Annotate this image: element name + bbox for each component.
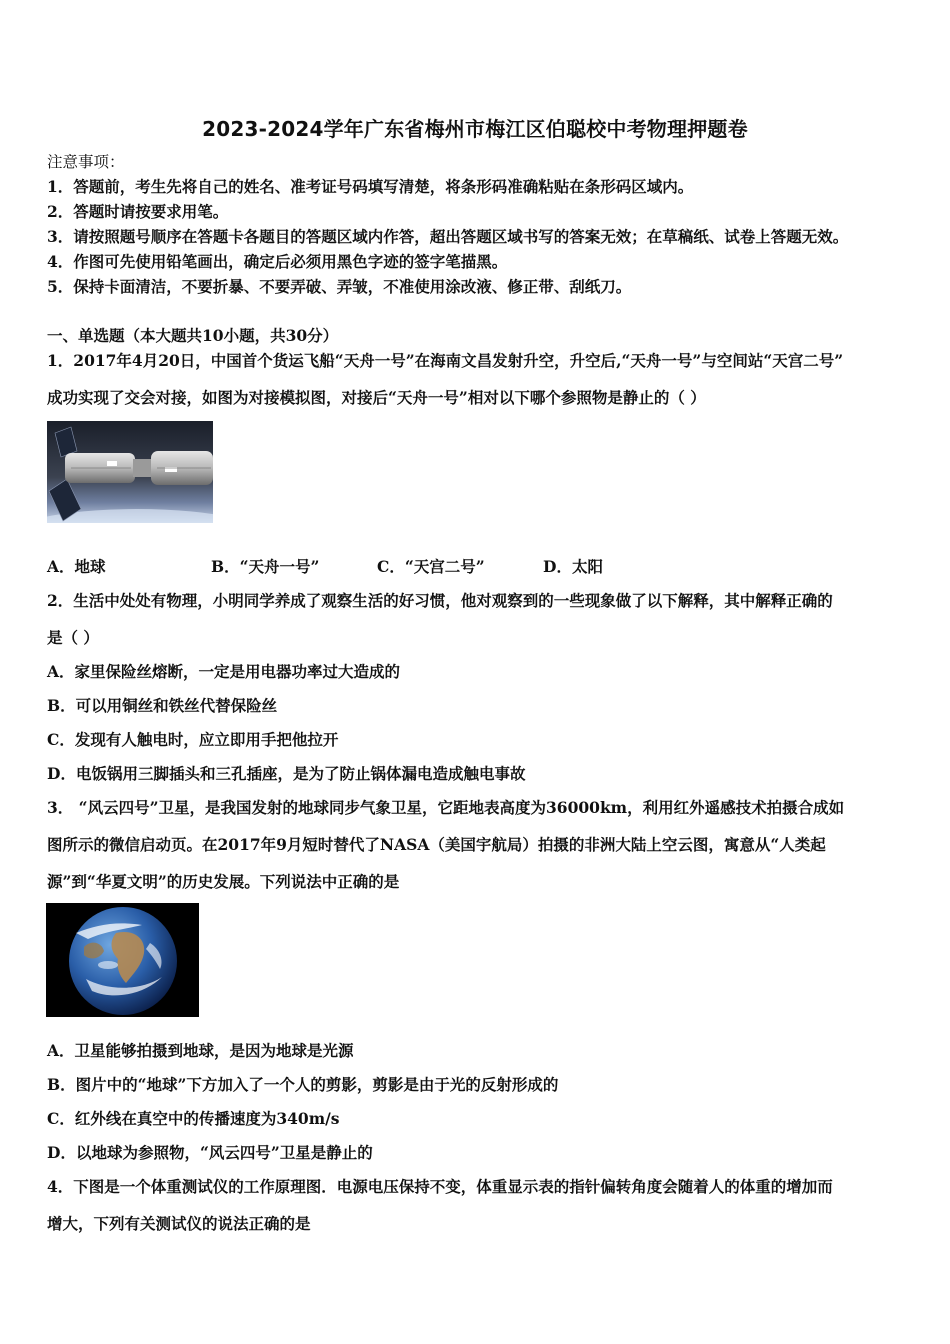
exam-title: 2023-2024学年广东省梅州市梅江区伯聪校中考物理押题卷 xyxy=(202,117,748,141)
notice-item: 1．答题前，考生先将自己的姓名、准考证号码填写清楚，将条形码准确粘贴在条形码区域内。 xyxy=(47,177,694,196)
notice-item: 4．作图可先使用铅笔画出，确定后必须用黑色字迹的签字笔描黑。 xyxy=(47,252,508,271)
question-3-stem: 图所示的微信启动页。在2017年9月短时替代了NASA（美国宇航局）拍摄的非洲大陆上空云图，寓意从“人类起 xyxy=(47,835,826,854)
question-3-option-a: A．卫星能够拍摄到地球，是因为地球是光源 xyxy=(47,1041,354,1060)
question-2-stem: 是（ ） xyxy=(47,628,99,647)
question-2-option-a: A．家里保险丝熔断，一定是用电器功率过大造成的 xyxy=(47,662,401,681)
question-3-option-b: B．图片中的“地球”下方加入了一个人的剪影，剪影是由于光的反射形成的 xyxy=(47,1075,559,1094)
notice-item: 3．请按照题号顺序在答题卡各题目的答题区域内作答，超出答题区域书写的答案无效；在草稿纸、试卷上答题无效。 xyxy=(47,227,849,246)
question-1-option-d: D．太阳 xyxy=(543,557,603,576)
earth-image xyxy=(46,903,199,1017)
question-3-stem: 3． “风云四号”卫星，是我国发射的地球同步气象卫星，它距地表高度为36000km，利用红外遥感技术拍摄合成如 xyxy=(47,798,845,817)
notice-item: 5．保持卡面清洁，不要折暴、不要弄破、弄皱，不准使用涂改液、修正带、刮纸刀。 xyxy=(47,277,632,296)
question-2-option-b: B．可以用铜丝和铁丝代替保险丝 xyxy=(47,696,278,715)
question-3-option-c: C．红外线在真空中的传播速度为340m/s xyxy=(47,1109,340,1128)
question-4-stem: 增大，下列有关测试仪的说法正确的是 xyxy=(47,1214,311,1233)
section-heading: 一、单选题（本大题共10小题，共30分） xyxy=(47,326,339,345)
question-3-stem: 源”到“华夏文明”的历史发展。下列说法中正确的是 xyxy=(47,872,400,891)
question-1-stem: 1．2017年4月20日，中国首个货运飞船“天舟一号”在海南文昌发射升空，升空后,“天舟一号”与空间站“天宫二号” xyxy=(47,351,844,370)
question-1-option-b: B．“天舟一号” xyxy=(211,557,320,576)
notice-heading: 注意事项： xyxy=(47,153,125,171)
question-2-option-c: C．发现有人触电时，应立即用手把他拉开 xyxy=(47,730,339,749)
question-2-stem: 2．生活中处处有物理，小明同学养成了观察生活的好习惯，他对观察到的一些现象做了以下解释，其中解释正确的 xyxy=(47,591,833,610)
question-1-stem: 成功实现了交会对接，如图为对接模拟图，对接后“天舟一号”相对以下哪个参照物是静止的（ ） xyxy=(47,388,706,407)
notice-item: 2．答题时请按要求用笔。 xyxy=(47,202,229,221)
spacecraft-docking-image xyxy=(47,421,213,523)
question-1-option-c: C．“天宫二号” xyxy=(377,557,485,576)
question-2-option-d: D．电饭锅用三脚插头和三孔插座，是为了防止锅体漏电造成触电事故 xyxy=(47,764,526,783)
question-3-option-d: D．以地球为参照物，“风云四号”卫星是静止的 xyxy=(47,1143,373,1162)
question-4-stem: 4．下图是一个体重测试仪的工作原理图．电源电压保持不变，体重显示表的指针偏转角度会随着人的体重的增加而 xyxy=(47,1177,833,1196)
question-1-option-a: A．地球 xyxy=(47,557,106,576)
